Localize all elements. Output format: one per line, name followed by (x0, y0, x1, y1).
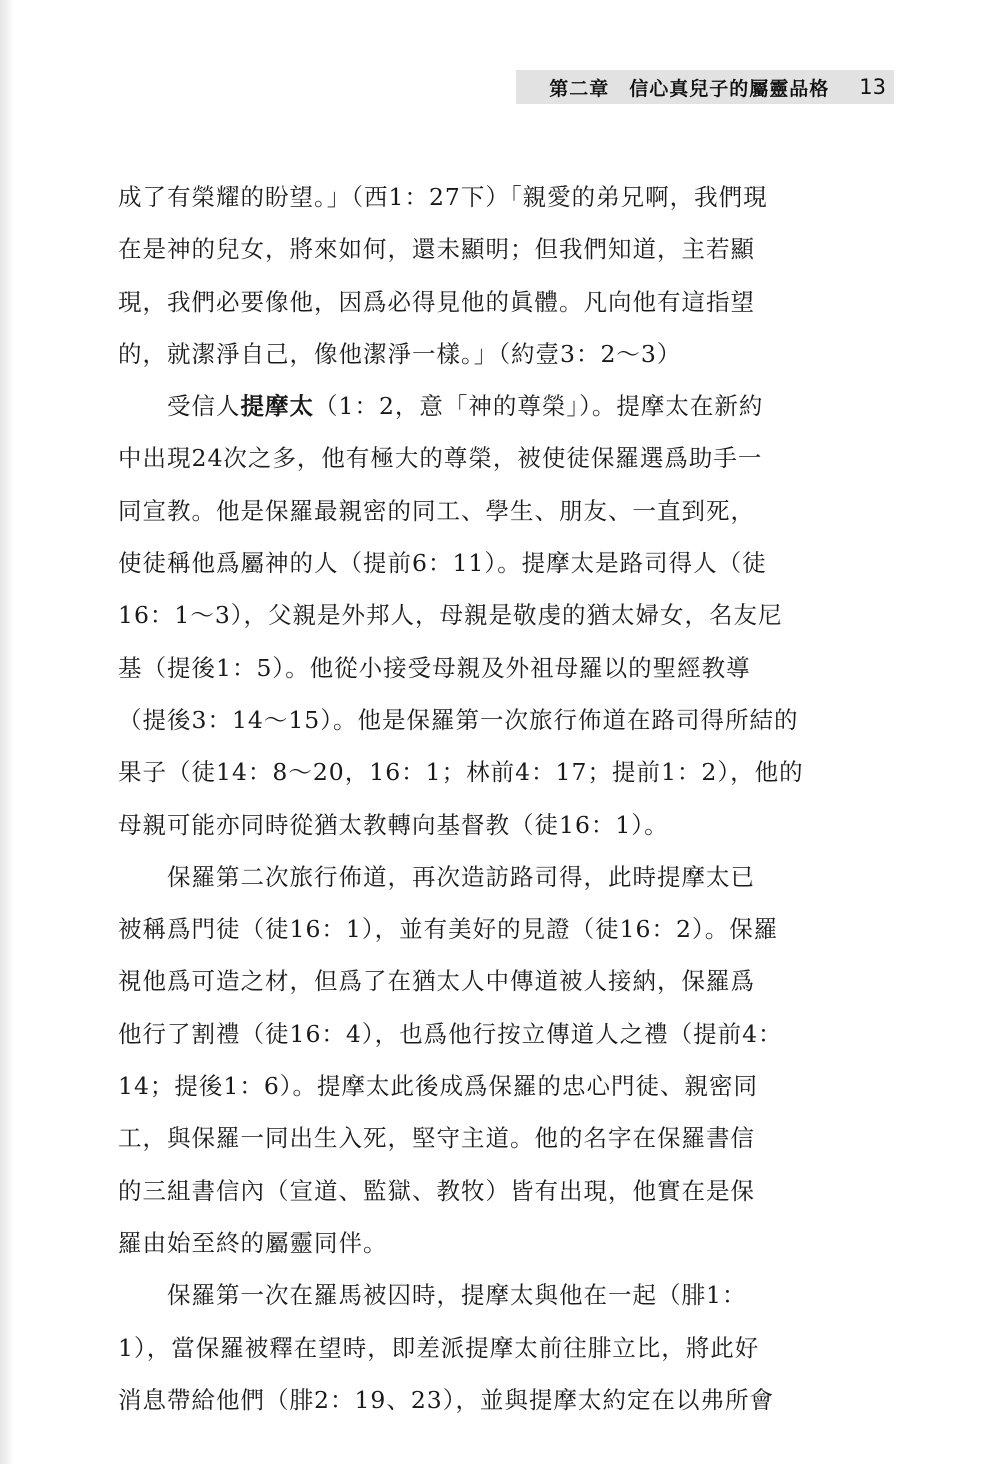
text-line: 被稱爲門徒（徒16：1），並有美好的見證（徒16：2）。保羅 (118, 915, 779, 944)
text-line: 1），當保羅被釋在望時，即差派提摩太前往腓立比，將此好 (118, 1333, 760, 1362)
text-line-recipient (118, 380, 898, 432)
text-line: 羅由始至終的屬靈同伴。 (118, 1228, 388, 1257)
text-line: 14；提後1：6）。提摩太此後成爲保羅的忠心門徒、親密同 (118, 1072, 759, 1101)
text-line: 16：1～3），父親是外邦人，母親是敬虔的猶太婦女，名友尼 (118, 601, 783, 630)
text-line: 現，我們必要像他，因爲必得見他的眞體。凡向他有這指望 (118, 287, 755, 316)
text-line: 保羅第二次旅行佈道，再次造訪路司得，此時提摩太已 (118, 862, 755, 891)
text-line: 同宣教。他是保羅最親密的同工、學生、朋友、一直到死， (118, 496, 755, 525)
text-line: 他行了割禮（徒16：4），也爲他行按立傳道人之禮（提前4： (118, 1019, 783, 1048)
text-line: 果子（徒14：8～20，16：1；林前4：17；提前1：2），他的 (118, 758, 804, 787)
text-line: 使徒稱他爲屬神的人（提前6：11）。提摩太是路司得人（徒 (118, 549, 767, 578)
text-line: 消息帶給他們（腓2：19、23），並與提摩太約定在以弗所會 (118, 1385, 775, 1414)
text-line: 中出現24次之多，他有極大的尊榮，被使徒保羅選爲助手一 (118, 444, 763, 473)
running-header (516, 70, 894, 104)
text-line: 成了有榮耀的盼望。」（西1：27下）「親愛的弟兄啊，我們現 (118, 183, 768, 211)
page-number: 13 (859, 75, 886, 99)
chapter-title: 第二章 信心真兒子的屬靈品格 (549, 77, 830, 100)
text-line: 在是神的兒女，將來如何，還未顯明；但我們知道，主若顯 (118, 235, 755, 264)
text-line: 的，就潔淨自己，像他潔淨一樣。」（約壹3：2～3） (118, 339, 682, 368)
recipient-name: 提摩太 (240, 392, 314, 421)
page-edge-shadow (0, 0, 14, 1464)
text-line: 基（提後1：5）。他從小接受母親及外祖母羅以的聖經教導 (118, 653, 751, 682)
body-text (118, 171, 898, 1426)
text-line: 母親可能亦同時從猶太教轉向基督教（徒16：1）。 (118, 810, 669, 839)
text-line: 保羅第一次在羅馬被囚時，提摩太與他在一起（腓1： (118, 1281, 747, 1310)
text-line: （提後3：14～15）。他是保羅第一次旅行佈道在路司得所結的 (118, 705, 799, 734)
text-line: 工，與保羅一同出生入死，堅守主道。他的名字在保羅書信 (118, 1124, 755, 1153)
recipient-detail: （1：2，意「神的尊榮」）。提摩太在新約 (314, 392, 764, 421)
text-line: 的三組書信內（宣道、監獄、教牧）皆有出現，他實在是保 (118, 1176, 755, 1205)
paragraph-lead: 受信人 (118, 392, 241, 421)
text-line: 視他爲可造之材，但爲了在猶太人中傳道被人接納，保羅爲 (118, 967, 755, 996)
